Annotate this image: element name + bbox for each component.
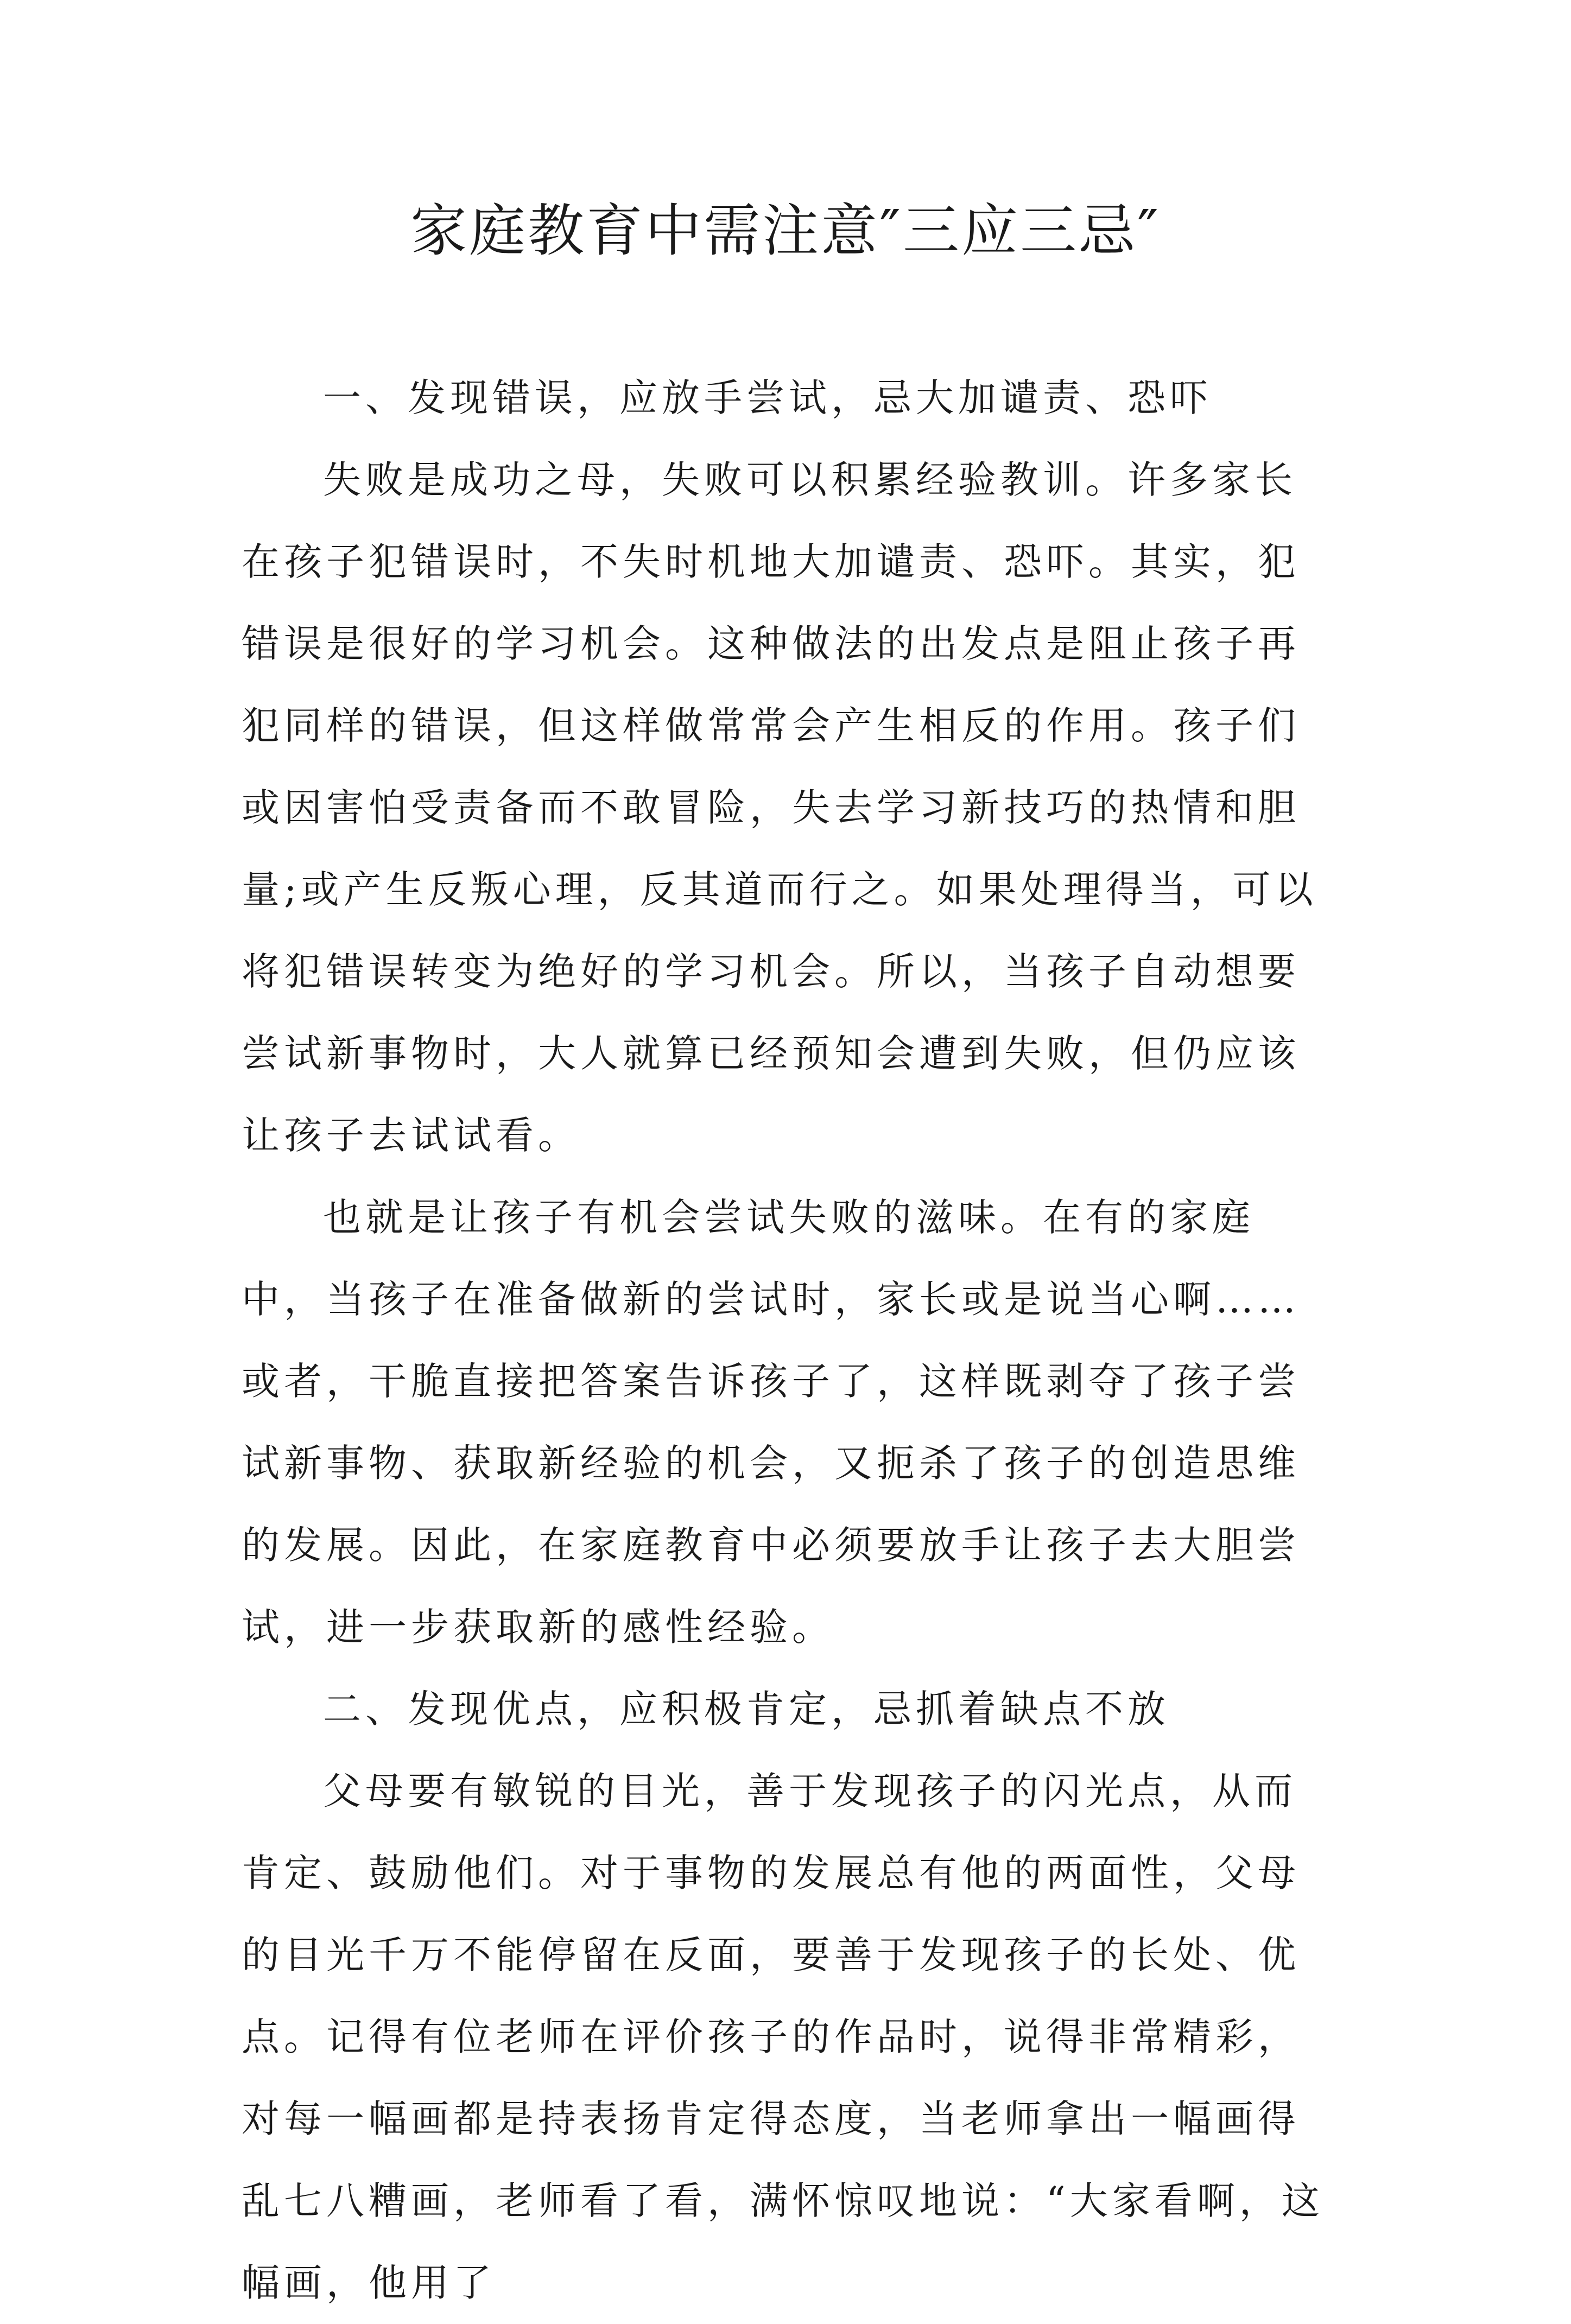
section-heading-2: 二、发现优点，应积极肯定，忌抓着缺点不放 [323, 1687, 1170, 1731]
paragraph-2: 也就是让孩子有机会尝试失败的滋味。在有的家庭中，当孩子在准备做新的尝试时，家长或是说当心啊……或者，干脆直接把答案告诉孩子了，这样既剥夺了孩子尝试新事物、获取新经验的机会，又扼杀了孩子的创造思维的发展。因此，在家庭教育中必须要放手让孩子去大胆尝试，进一步获取新的感性经验。 [242, 1195, 1300, 1649]
section-heading-1: 一、发现错误，应放手尝试，忌大加谴责、恐吓 [323, 376, 1212, 420]
paragraph-1: 失败是成功之母，失败可以积累经验教训。许多家长在孩子犯错误时，不失时机地大加谴责、恐吓。其实，犯错误是很好的学习机会。这种做法的出发点是阻止孩子再犯同样的错误，但这样做常常会产生相反的作用。孩子们或因害怕受责备而不敢冒险，失去学习新技巧的热情和胆量;或产生反叛心理，反其道而行之。如果处理得当，可以将犯错误转变为绝好的学习机会。所以，当孩子自动想要尝试新事物时，大人就算已经预知会遭到失败，但仍应该让孩子去试试看。 [242, 458, 1317, 1158]
paragraph-3: 父母要有敏锐的目光，善于发现孩子的闪光点，从而肯定、鼓励他们。对于事物的发展总有他的两面性，父母的目光千万不能停留在反面，要善于发现孩子的长处、优点。记得有位老师在评价孩子的作品时，说得非常精彩，对每一幅画都是持表扬肯定得态度，当老师拿出一幅画得乱七八糟画，老师看了看，满怀惊叹地说：“大家看啊，这幅画，他用了 [242, 1769, 1324, 2305]
document-title: 家庭教育中需注意″三应三忌″ [410, 198, 1161, 264]
document-body [242, 357, 1338, 2324]
